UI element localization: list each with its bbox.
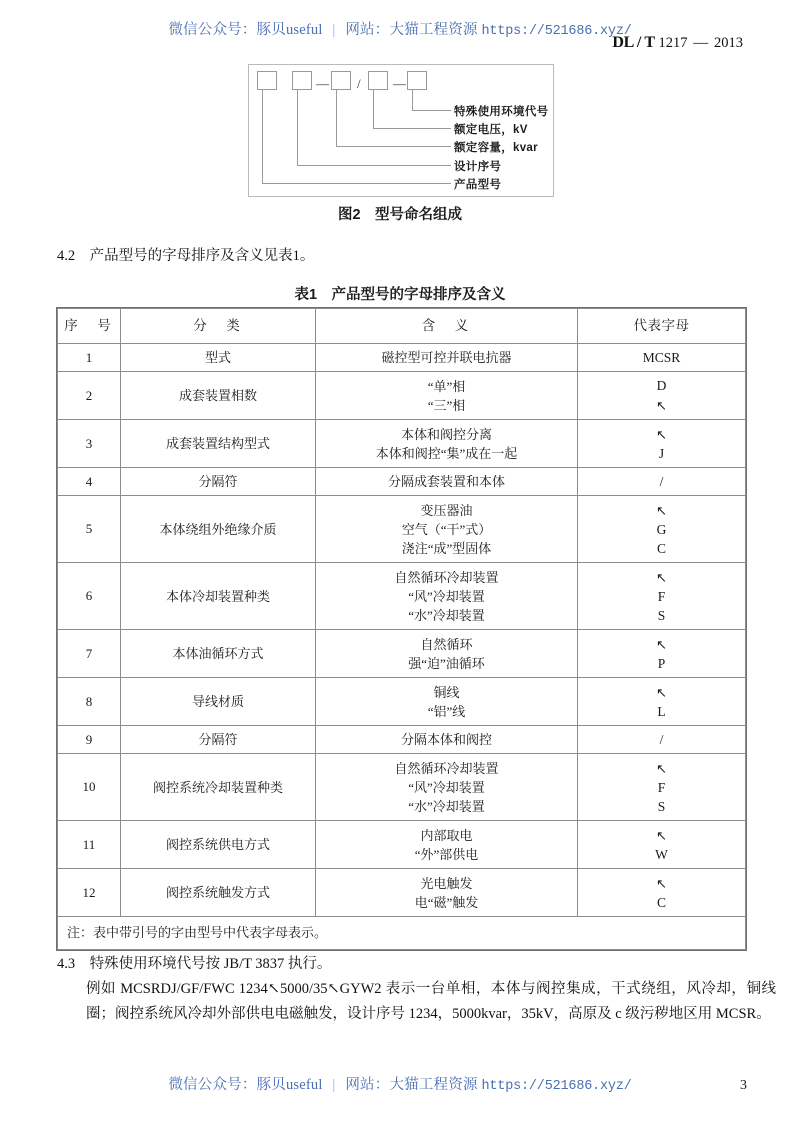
cell-index: 1 (58, 344, 121, 372)
cell-index: 12 (58, 869, 121, 917)
figure-box-rated-voltage (368, 71, 388, 90)
promo-url: https://521686.xyz/ (481, 24, 632, 39)
leader-line-special-env-horizontal (412, 110, 451, 111)
cell-letter: / (578, 726, 746, 754)
leader-line-product-type-vertical (262, 90, 263, 183)
page-number: 3 (740, 1078, 747, 1093)
column-header-index: 序 号 (58, 309, 121, 344)
table-row (58, 344, 746, 372)
figure-label-rated-voltage: 额定电压，kV (454, 124, 528, 136)
table-row (58, 678, 746, 726)
standard-code: DL / T (612, 34, 655, 51)
figure-naming-composition (248, 64, 554, 197)
figure-caption: 图2 型号命名组成 (337, 207, 463, 223)
cell-meaning: 本体和阀控分离 本体和阀控“集”成在一起 (316, 420, 578, 468)
promo-separator: | (332, 22, 336, 38)
cell-category: 阀控系统触发方式 (121, 869, 316, 917)
standard-dash: — (693, 35, 709, 51)
cell-meaning: 磁控型可控并联电抗器 (316, 344, 578, 372)
cell-letter: / (578, 468, 746, 496)
table-row (58, 468, 746, 496)
cell-letter: ↖ W (578, 821, 746, 869)
figure-box-rated-capacity (331, 71, 351, 90)
cell-category: 型式 (121, 344, 316, 372)
figure-box-product-type (257, 71, 277, 90)
leader-line-rated-capacity-horizontal (336, 146, 451, 147)
cell-meaning: 内部取电 “外”部供电 (316, 821, 578, 869)
table-caption: 表1 产品型号的字母排序及含义 (294, 287, 506, 303)
cell-letter: ↖ F S (578, 563, 746, 630)
leader-line-design-serial-vertical (297, 90, 298, 165)
cell-category: 成套装置结构型式 (121, 420, 316, 468)
cell-meaning: “单”相 “三”相 (316, 372, 578, 420)
clause-4-3-text: 4.3 特殊使用环境代号按 JB/T 3837 执行。 (57, 956, 332, 972)
cell-meaning: 自然循环冷却装置 “风”冷却装置 “水”冷却装置 (316, 754, 578, 821)
leader-line-rated-voltage-horizontal (373, 128, 451, 129)
cell-index: 10 (58, 754, 121, 821)
clause-4-2-text: 4.2 产品型号的字母排序及含义见表1。 (57, 248, 315, 264)
cell-letter: ↖ J (578, 420, 746, 468)
cell-index: 8 (58, 678, 121, 726)
cell-index: 7 (58, 630, 121, 678)
table-header-row (58, 309, 746, 344)
promo-banner-bottom (0, 1073, 800, 1094)
table-row (58, 726, 746, 754)
cell-index: 6 (58, 563, 121, 630)
figure-label-product-type: 产品型号 (454, 179, 502, 191)
cell-letter: ↖ L (578, 678, 746, 726)
table-body (58, 344, 746, 917)
cell-category: 本体冷却装置种类 (121, 563, 316, 630)
cell-category: 分隔符 (121, 726, 316, 754)
table-note-row (58, 917, 746, 950)
column-header-category: 分 类 (121, 309, 316, 344)
table-model-letter-meanings (57, 308, 746, 950)
cell-meaning: 自然循环冷却装置 “风”冷却装置 “水”冷却装置 (316, 563, 578, 630)
promo-site-label-bottom: 网站：大猫工程资源 (345, 1077, 478, 1093)
column-header-meaning: 含 义 (316, 309, 578, 344)
figure-label-rated-capacity: 额定容量，kvar (454, 142, 538, 154)
cell-meaning: 分隔成套装置和本体 (316, 468, 578, 496)
cell-letter: ↖ P (578, 630, 746, 678)
leader-line-rated-voltage-vertical (373, 90, 374, 128)
cell-category: 本体绕组外绝缘介质 (121, 496, 316, 563)
figure-symbol-dash-2: — (393, 76, 406, 91)
leader-line-product-type-horizontal (262, 183, 451, 184)
table-row (58, 420, 746, 468)
cell-index: 9 (58, 726, 121, 754)
cell-category: 阀控系统冷却装置种类 (121, 754, 316, 821)
cell-index: 5 (58, 496, 121, 563)
cell-category: 阀控系统供电方式 (121, 821, 316, 869)
figure-symbol-slash: / (357, 76, 361, 91)
promo-url-bottom: https://521686.xyz/ (481, 1079, 632, 1094)
cell-category: 本体油循环方式 (121, 630, 316, 678)
cell-letter: MCSR (578, 344, 746, 372)
promo-separator-bottom: | (332, 1077, 336, 1093)
cell-category: 导线材质 (121, 678, 316, 726)
cell-letter: ↖ C (578, 869, 746, 917)
promo-site-label: 网站：大猫工程资源 (345, 22, 478, 38)
cell-category: 分隔符 (121, 468, 316, 496)
leader-line-design-serial-horizontal (297, 165, 451, 166)
cell-index: 4 (58, 468, 121, 496)
cell-index: 11 (58, 821, 121, 869)
standard-number: 1217 (658, 35, 688, 51)
table-row (58, 869, 746, 917)
cell-meaning: 铜线 “铝”线 (316, 678, 578, 726)
cell-letter: D ↖ (578, 372, 746, 420)
figure-label-design-serial: 设计序号 (454, 161, 502, 173)
table-row (58, 496, 746, 563)
cell-letter: ↖ G C (578, 496, 746, 563)
table-row (58, 563, 746, 630)
table-row (58, 372, 746, 420)
leader-line-rated-capacity-vertical (336, 90, 337, 146)
running-head (612, 34, 743, 52)
cell-index: 2 (58, 372, 121, 420)
table-note: 注：表中带引号的字由型号中代表字母表示。 (58, 917, 746, 950)
cell-meaning: 光电触发 电“磁”触发 (316, 869, 578, 917)
cell-index: 3 (58, 420, 121, 468)
example-paragraph: 例如 MCSRDJ/GF/FWC 1234↖5000/35↖GYW2 表示一台单相，本体与阀控集成，干式绕组，风冷却，铜线圈；阀控系统风冷却外部供电电磁触发，设计序号 1234，5000kvar，35kV，高原及 c 级污秽地区用 MCSR。 (86, 981, 776, 1022)
cell-category: 成套装置相数 (121, 372, 316, 420)
column-header-letter: 代表字母 (578, 309, 746, 344)
standard-year: 2013 (714, 35, 743, 51)
table-row (58, 821, 746, 869)
cell-letter: ↖ F S (578, 754, 746, 821)
promo-wechat-label: 微信公众号：豚贝useful (168, 22, 323, 38)
cell-meaning: 分隔本体和阀控 (316, 726, 578, 754)
figure-label-special-env-code: 特殊使用环境代号 (454, 106, 549, 118)
cell-meaning: 变压器油 空气（“干”式） 浇注“成”型固体 (316, 496, 578, 563)
cell-meaning: 自然循环 强“迫”油循环 (316, 630, 578, 678)
figure-symbol-dash-1: — (316, 76, 329, 91)
promo-wechat-label-bottom: 微信公众号：豚贝useful (168, 1077, 323, 1093)
figure-box-special-env-code (407, 71, 427, 90)
leader-line-special-env-vertical (412, 90, 413, 110)
table-row (58, 630, 746, 678)
table-row (58, 754, 746, 821)
figure-box-design-serial (292, 71, 312, 90)
